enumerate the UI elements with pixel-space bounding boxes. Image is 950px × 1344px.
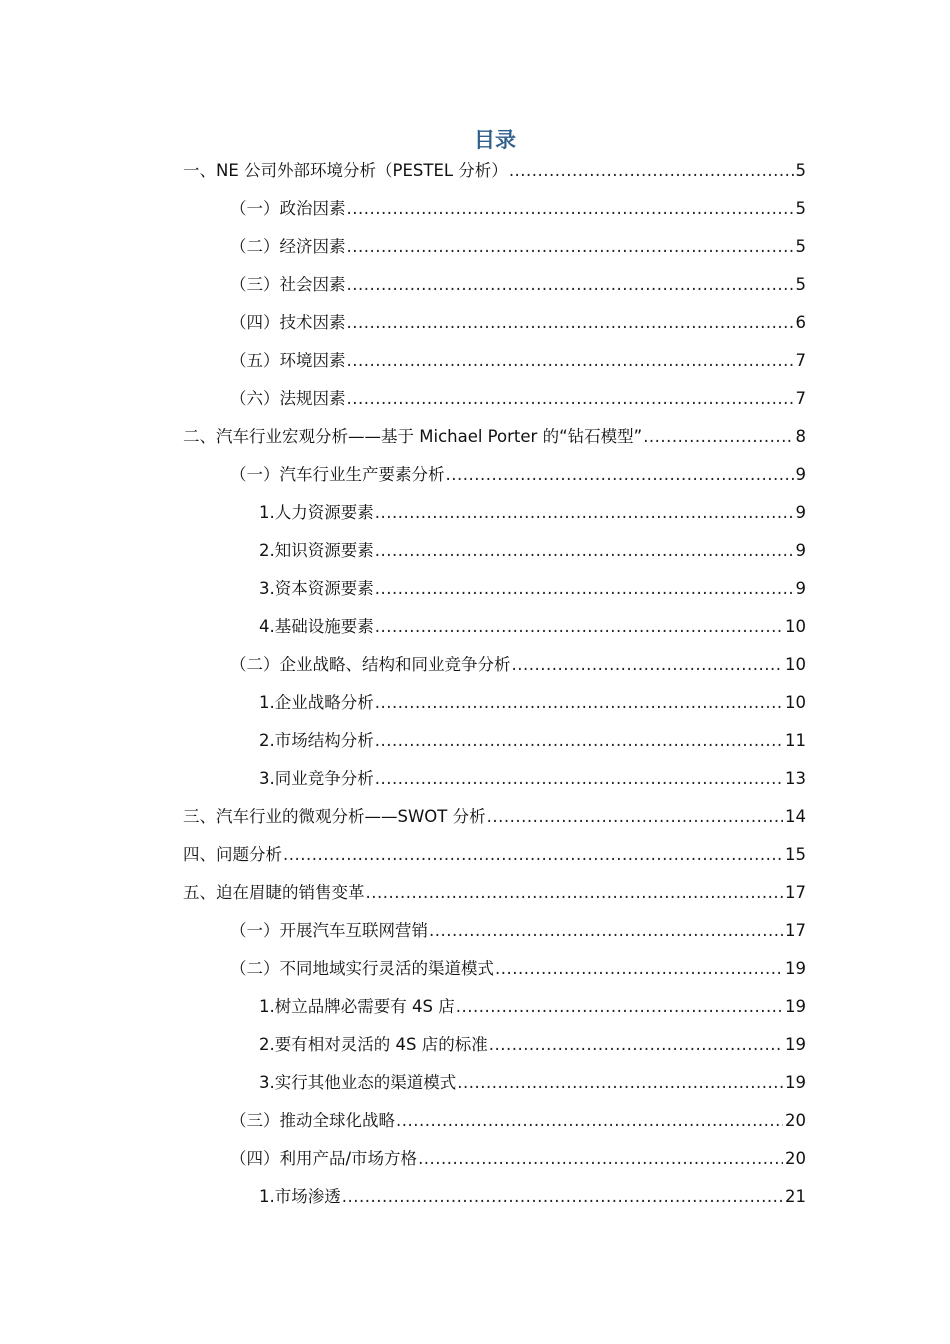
toc-entry-title: 4.基础设施要素 <box>259 617 374 636</box>
toc-entry-title: 3.实行其他业态的渠道模式 <box>259 1073 457 1092</box>
toc-dot-leader <box>375 541 794 560</box>
toc-entry-title: （五）环境因素 <box>230 351 346 370</box>
toc-dot-leader <box>429 921 783 940</box>
toc-page-number: 5 <box>795 161 806 180</box>
toc-entry-title: （一）开展汽车互联网营销 <box>230 921 428 940</box>
toc-dot-leader <box>509 161 794 180</box>
toc-dot-leader <box>495 959 783 978</box>
toc-entry[interactable] <box>230 309 806 339</box>
toc-entry-title: 1.树立品牌必需要有 4S 店 <box>259 997 455 1016</box>
toc-entry-title: （一）汽车行业生产要素分析 <box>230 465 445 484</box>
toc-page-number: 20 <box>785 1149 806 1168</box>
toc-entry-title: 一、NE 公司外部环境分析（PESTEL 分析） <box>183 161 508 180</box>
toc-dot-leader <box>375 769 783 788</box>
toc-dot-leader <box>366 883 784 902</box>
toc-entry-title: 3.同业竞争分析 <box>259 769 374 788</box>
toc-entry-title: （二）不同地域实行灵活的渠道模式 <box>230 959 494 978</box>
toc-dot-leader <box>347 237 794 256</box>
toc-entry[interactable] <box>230 955 806 985</box>
toc-entry[interactable] <box>230 195 806 225</box>
toc-entry-title: （四）利用产品/市场方格 <box>230 1149 418 1168</box>
toc-entry-title: 3.资本资源要素 <box>259 579 374 598</box>
toc-dot-leader <box>347 389 794 408</box>
toc-entry[interactable] <box>259 993 806 1023</box>
toc-page-number: 5 <box>795 199 806 218</box>
toc-page-number: 17 <box>785 883 806 902</box>
toc-dot-leader <box>375 731 783 750</box>
toc-page-number: 5 <box>795 275 806 294</box>
toc-dot-leader <box>375 503 794 522</box>
toc-entry[interactable] <box>259 1069 806 1099</box>
toc-dot-leader <box>446 465 794 484</box>
toc-page-number: 20 <box>785 1111 806 1130</box>
toc-entry-title: 2.知识资源要素 <box>259 541 374 560</box>
toc-entry[interactable] <box>230 461 806 491</box>
toc-entry-title: （三）推动全球化战略 <box>230 1111 395 1130</box>
toc-page-number: 11 <box>785 731 806 750</box>
toc-page-number: 19 <box>785 1073 806 1092</box>
toc-dot-leader <box>347 275 794 294</box>
toc-page-number: 19 <box>785 959 806 978</box>
toc-dot-leader <box>418 1149 783 1168</box>
toc-dot-leader <box>342 1187 783 1206</box>
toc-dot-leader <box>512 655 784 674</box>
toc-dot-leader <box>643 427 793 446</box>
toc-dot-leader <box>375 579 794 598</box>
toc-dot-leader <box>456 997 783 1016</box>
toc-entry[interactable] <box>183 423 806 453</box>
toc-page-number: 10 <box>785 617 806 636</box>
toc-entry[interactable] <box>259 575 806 605</box>
toc-page-number: 5 <box>795 237 806 256</box>
toc-page-number: 9 <box>795 541 806 560</box>
toc-entry-title: 1.市场渗透 <box>259 1187 341 1206</box>
toc-entry-title: 三、汽车行业的微观分析——SWOT 分析 <box>183 807 486 826</box>
toc-page-number: 10 <box>785 655 806 674</box>
toc-entry-title: 1.企业战略分析 <box>259 693 374 712</box>
toc-dot-leader <box>375 693 783 712</box>
toc-page-number: 7 <box>795 389 806 408</box>
toc-entry[interactable] <box>259 1183 806 1213</box>
toc-dot-leader <box>457 1073 783 1092</box>
toc-entry[interactable] <box>230 1145 806 1175</box>
toc-page-number: 9 <box>795 465 806 484</box>
toc-page-number: 9 <box>795 579 806 598</box>
toc-entry[interactable] <box>183 841 806 871</box>
toc-dot-leader <box>283 845 783 864</box>
toc-entry[interactable] <box>230 917 806 947</box>
toc-entry-title: 1.人力资源要素 <box>259 503 374 522</box>
toc-entry[interactable] <box>230 1107 806 1137</box>
toc-entry[interactable] <box>259 613 806 643</box>
toc-page-number: 10 <box>785 693 806 712</box>
toc-entry[interactable] <box>230 347 806 377</box>
toc-entry[interactable] <box>259 727 806 757</box>
toc-entry[interactable] <box>259 765 806 795</box>
toc-page-number: 7 <box>795 351 806 370</box>
toc-dot-leader <box>375 617 783 636</box>
toc-entry[interactable] <box>183 157 806 187</box>
toc-entry-title: 四、问题分析 <box>183 845 282 864</box>
toc-entry-title: （四）技术因素 <box>230 313 346 332</box>
toc-entry-title: （三）社会因素 <box>230 275 346 294</box>
toc-title: 目录 <box>474 128 516 152</box>
toc-page-number: 14 <box>785 807 806 826</box>
toc-entry-title: 二、汽车行业宏观分析——基于 Michael Porter 的“钻石模型” <box>183 427 643 446</box>
toc-entry-title: 五、迫在眉睫的销售变革 <box>183 883 365 902</box>
toc-entry-title: （六）法规因素 <box>230 389 346 408</box>
toc-entry-title: （一）政治因素 <box>230 199 346 218</box>
toc-entry-title: 2.要有相对灵活的 4S 店的标准 <box>259 1035 488 1054</box>
toc-entry-title: （二）企业战略、结构和同业竞争分析 <box>230 655 511 674</box>
toc-entry[interactable] <box>183 879 806 909</box>
toc-page-number: 21 <box>785 1187 806 1206</box>
toc-entry-title: （二）经济因素 <box>230 237 346 256</box>
toc-page-number: 19 <box>785 1035 806 1054</box>
toc-entry-title: 2.市场结构分析 <box>259 731 374 750</box>
toc-entry[interactable] <box>259 1031 806 1061</box>
toc-page-number: 15 <box>785 845 806 864</box>
toc-dot-leader <box>347 199 794 218</box>
toc-dot-leader <box>489 1035 783 1054</box>
toc-page-number: 8 <box>795 427 806 446</box>
toc-entry[interactable] <box>259 499 806 529</box>
toc-entry[interactable] <box>183 803 806 833</box>
toc-dot-leader <box>396 1111 783 1130</box>
toc-dot-leader <box>487 807 783 826</box>
toc-page-number: 9 <box>795 503 806 522</box>
toc-page-number: 13 <box>785 769 806 788</box>
toc-dot-leader <box>347 313 794 332</box>
toc-entry[interactable] <box>259 537 806 567</box>
toc-entry[interactable] <box>230 651 806 681</box>
toc-entry[interactable] <box>230 385 806 415</box>
toc-page-number: 6 <box>795 313 806 332</box>
toc-entry[interactable] <box>230 271 806 301</box>
toc-page-number: 17 <box>785 921 806 940</box>
toc-entry[interactable] <box>230 233 806 263</box>
toc-entry[interactable] <box>259 689 806 719</box>
toc-dot-leader <box>347 351 794 370</box>
toc-page-number: 19 <box>785 997 806 1016</box>
